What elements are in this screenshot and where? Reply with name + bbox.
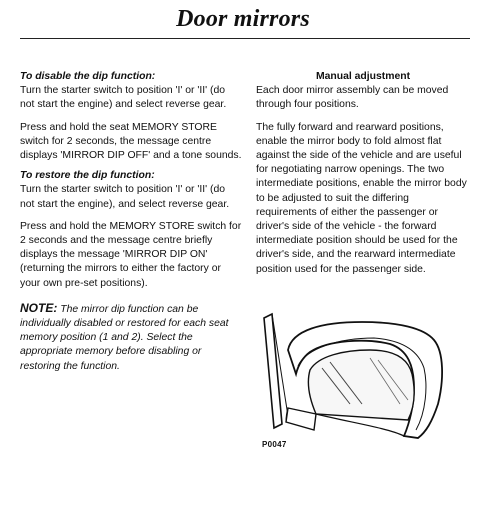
restore-step-1: Turn the starter switch to position 'I' or 'II' (do not start the engine), and select reverse gear. xyxy=(20,184,230,210)
manual-adjustment-heading: Manual adjustment xyxy=(315,71,411,82)
note-label: NOTE: xyxy=(20,300,58,315)
disable-step-2: Press and hold the seat MEMORY STORE switch for 2 seconds, the message centre displays 'MIRROR DIP OFF' and a tone sounds. xyxy=(20,121,242,162)
note-block xyxy=(20,301,242,374)
restore-heading: To restore the dip function: xyxy=(20,170,155,182)
title-rule xyxy=(20,38,470,39)
left-column xyxy=(20,70,242,374)
restore-step-2: Press and hold the MEMORY STORE switch for 2 seconds and the message centre briefly displays the message 'MIRROR DIP ON' (returning the mirrors to either the factory or your own pre-set positions). xyxy=(20,220,242,289)
note-text: The mirror dip function can be individually disabled or restored for each seat memory position (1 and 2). Select the appropriate memory before disabling or restoring the function. xyxy=(20,303,229,372)
disable-step-1: Turn the starter switch to position 'I' or 'II' (do not start the engine) and select reverse gear. xyxy=(20,85,227,111)
figure-label: P0047 xyxy=(262,440,287,449)
disable-heading: To disable the dip function: xyxy=(20,71,156,82)
door-mirror-icon xyxy=(258,304,468,454)
page-title: Door mirrors xyxy=(176,6,310,32)
door-mirror-illustration xyxy=(258,304,468,454)
right-column xyxy=(256,70,470,277)
manual-adjustment-para-2: The fully forward and rearward positions, enable the mirror body to fold almost flat against the side of the vehicle and are useful for negotiating narrow openings. The two intermediate positions, enable the mirror body to be adjusted to suit the differing requirements of either the passenger or driver's side of the vehicle - the forward intermediate position should be used for the driver's side, and the rearward intermediate position used for the passenger side. xyxy=(256,121,467,275)
manual-adjustment-para-1: Each door mirror assembly can be moved through four positions. xyxy=(256,85,449,111)
